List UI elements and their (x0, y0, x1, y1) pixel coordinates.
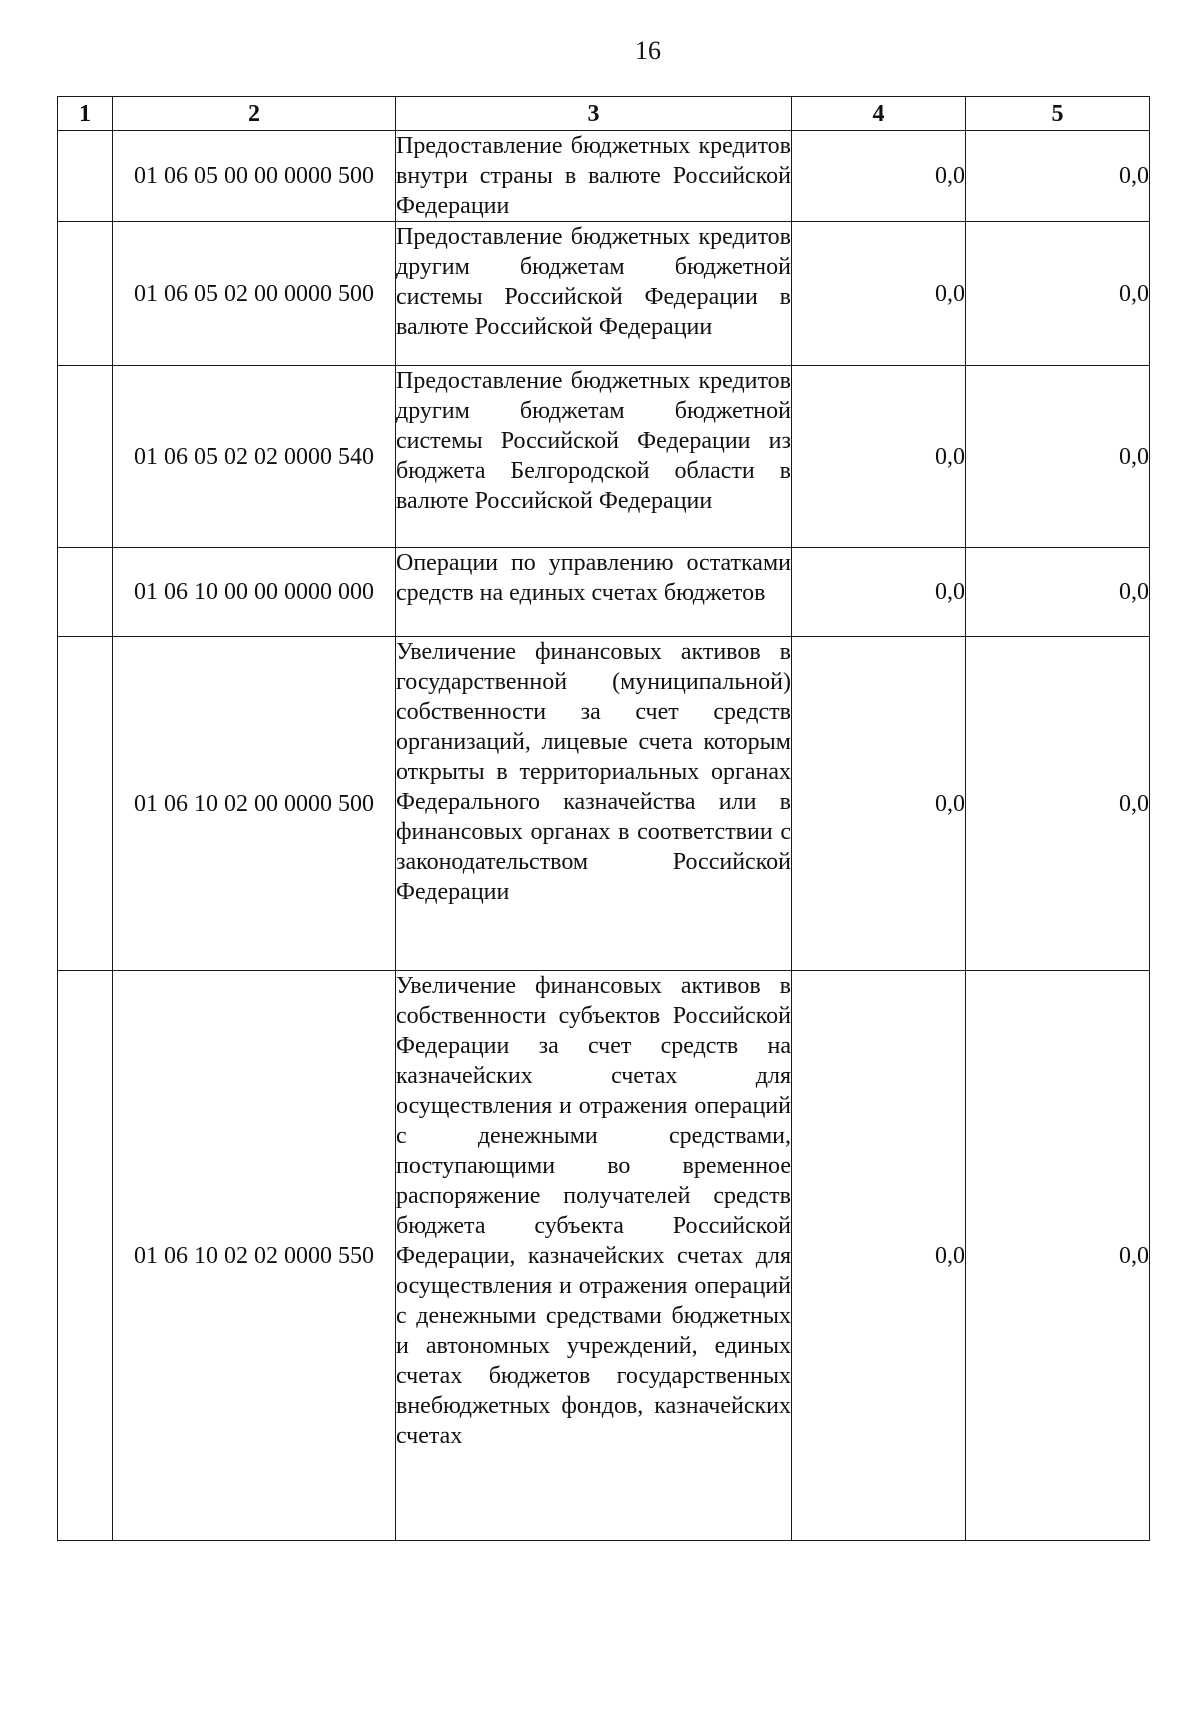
value-col4-cell: 0,0 (792, 548, 966, 637)
value-col5-cell: 0,0 (966, 131, 1150, 222)
value-col5-cell: 0,0 (966, 548, 1150, 637)
description-cell: Операции по управлению остатками средств на единых счетах бюджетов (396, 548, 792, 637)
budget-code-cell: 01 06 05 02 00 0000 500 (113, 222, 396, 366)
table-row (58, 971, 1150, 1541)
value-col4-cell: 0,0 (792, 131, 966, 222)
table-row (58, 637, 1150, 971)
row-number-cell (58, 637, 113, 971)
value-col5-cell: 0,0 (966, 637, 1150, 971)
value-col4-cell: 0,0 (792, 366, 966, 548)
table-row (58, 366, 1150, 548)
header-col-3: 3 (396, 97, 792, 131)
budget-code-cell: 01 06 10 00 00 0000 000 (113, 548, 396, 637)
header-col-5: 5 (966, 97, 1150, 131)
value-col4-cell: 0,0 (792, 971, 966, 1541)
row-number-cell (58, 548, 113, 637)
page-number: 16 (635, 36, 661, 65)
budget-code-cell: 01 06 10 02 02 0000 550 (113, 971, 396, 1541)
budget-code-cell: 01 06 05 02 02 0000 540 (113, 366, 396, 548)
budget-code-cell: 01 06 10 02 00 0000 500 (113, 637, 396, 971)
table-row (58, 131, 1150, 222)
budget-code-cell: 01 06 05 00 00 0000 500 (113, 131, 396, 222)
description-cell: Предоставление бюджетных кредитов другим бюджетам бюджетной системы Российской Федерации из бюджета Белгородской области в валюте Российской Федерации (396, 366, 792, 548)
description-cell: Предоставление бюджетных кредитов внутри страны в валюте Российской Федерации (396, 131, 792, 222)
table-row (58, 548, 1150, 637)
header-col-2: 2 (113, 97, 396, 131)
description-cell: Увеличение финансовых активов в государственной (муниципальной) собственности за счет средств организаций, лицевые счета которым открыты в территориальных органах Федерального казначейства или в финансовых органах в соответствии с законодательством Российской Федерации (396, 637, 792, 971)
table-row (58, 222, 1150, 366)
budget-sources-table (57, 96, 1150, 1541)
value-col4-cell: 0,0 (792, 222, 966, 366)
row-number-cell (58, 131, 113, 222)
description-cell: Увеличение финансовых активов в собственности субъектов Российской Федерации за счет средств на казначейских счетах для осуществления и отражения операций с денежными средствами, поступающими во временное распоряжение получателей средств бюджета субъекта Российской Федерации, казначейских счетах для осуществления и отражения операций с денежными средствами бюджетных и автономных учреждений, единых счетах бюджетов государственных внебюджетных фондов, казначейских счетах (396, 971, 792, 1541)
header-col-4: 4 (792, 97, 966, 131)
value-col4-cell: 0,0 (792, 637, 966, 971)
value-col5-cell: 0,0 (966, 971, 1150, 1541)
description-cell: Предоставление бюджетных кредитов другим бюджетам бюджетной системы Российской Федерации в валюте Российской Федерации (396, 222, 792, 366)
header-col-1: 1 (58, 97, 113, 131)
table-header-row (58, 97, 1150, 131)
value-col5-cell: 0,0 (966, 222, 1150, 366)
row-number-cell (58, 222, 113, 366)
value-col5-cell: 0,0 (966, 366, 1150, 548)
row-number-cell (58, 366, 113, 548)
row-number-cell (58, 971, 113, 1541)
